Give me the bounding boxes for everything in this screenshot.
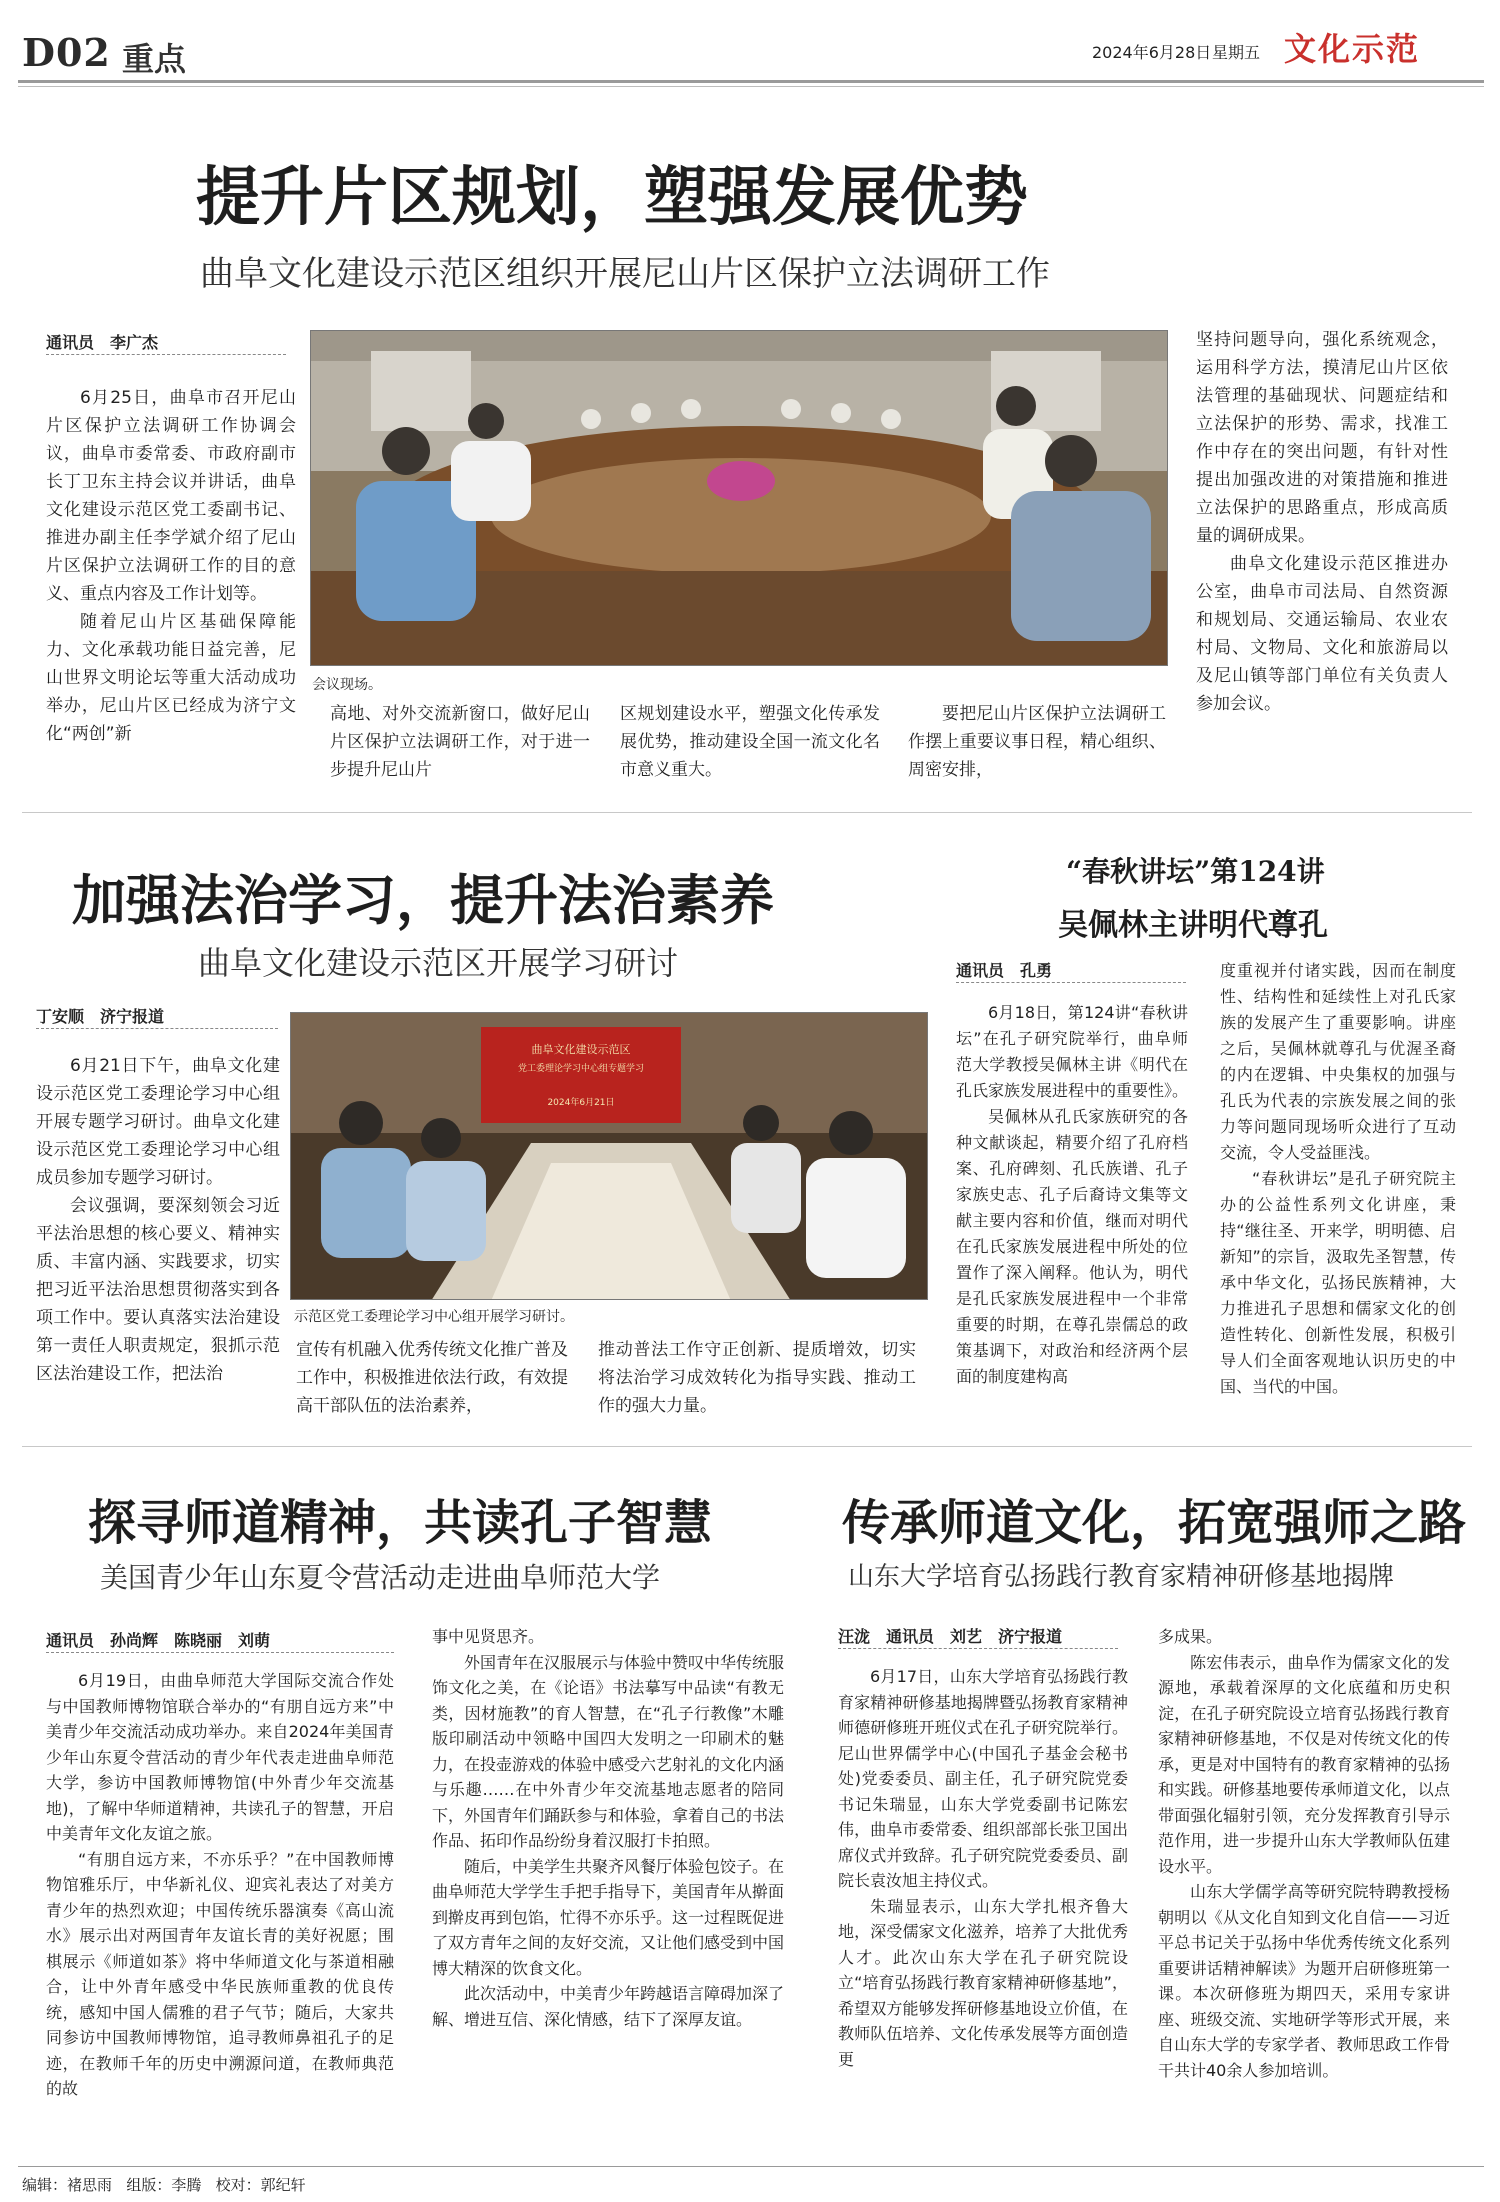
editor-credit: 编辑：褚思雨: [22, 2176, 113, 2194]
article1-col5: 坚持问题导向，强化系统观念，运用科学方法，摸清尼山片区依法管理的基础现状、问题症结和立法保护的形势、需求，找准工作中存在的突出问题，有针对性提出加强改进的对策措施和推进立法保护的思路重点，形成高质量的调研成果。 曲阜文化建设示范区推进办公室，曲阜市司法局、自然资源和规划局、交通运输局、农业农村局、文物局、文化和旅游局以及尼山镇等部门单位有关负责人参加会议。: [1196, 330, 1448, 714]
byline-rule: [956, 982, 1186, 983]
article3-col2: 度重视并付诸实践，因而在制度性、结构性和延续性上对孔氏家族的发展产生了重要影响。讲座之后，吴佩林就尊孔与优渥圣裔的内在逻辑、中央集权的加强与孔氏为代表的宗族发展之间的张力等问题同现场听众进行了互动交流，令人受益匪浅。 “春秋讲坛”是孔子研究院主办的公益性系列文化讲座，秉持“继往圣、开来学，明明德、启新知”的宗旨，汲取先圣智慧，传承中华文化，弘扬民族精神，大力推进孔子思想和儒家文化的创造性转化、创新性发展，积极引导人们全面客观地认识历史的中国、当代的中国。: [1220, 961, 1456, 1396]
footer-credits: [22, 2174, 306, 2195]
article5-byline: 汪泷 通讯员 刘艺 济宁报道: [838, 1627, 1063, 1646]
article5-col2: 多成果。 陈宏伟表示，曲阜作为儒家文化的发源地，承载着深厚的文化底蕴和历史积淀，在孔子研究院设立培育弘扬践行教育家精神研修基地，不仅是对传统文化的传承，更是对中国特有的教育家精神的弘扬和实践。研修基地要传承师道文化，以点带面强化辐射引领，充分发挥教育引导示范作用，进一步提升山东大学教师队伍建设水平。 山东大学儒学高等研究院特聘教授杨朝明以《从文化自知到文化自信——习近平总书记关于弘扬中华优秀传统文化系列重要讲话精神解读》为题开启研修班第一课。本次研修班为期四天，采用专家讲座、班级交流、实地研学等形式开展，来自山东大学的专家学者、教师思政工作骨干共计40余人参加培训。: [1158, 1627, 1450, 2080]
layout-credit: 组版：李腾: [126, 2176, 202, 2194]
article2-caption: 示范区党工委理论学习中心组开展学习研讨。: [294, 1309, 574, 1325]
byline-rule: [838, 1648, 1118, 1649]
article1-col3: 区规划建设水平，塑强文化传承发展优势，推动建设全国一流文化名市意义重大。: [620, 704, 880, 780]
article4-byline: 通讯员 孙尚辉 陈晓丽 刘萌: [46, 1631, 271, 1650]
proof-credit: 校对：郭纪轩: [215, 2176, 306, 2194]
article1-col1: 6月25日，曲阜市召开尼山片区保护立法调研工作协调会议，曲阜市委常委、市政府副市长丁卫东主持会议并讲话，曲阜文化建设示范区党工委副书记、推进办副主任李学斌介绍了尼山片区保护立法调研工作的目的意义、重点内容及工作计划等。 随着尼山片区基础保障能力、文化承载功能日益完善，尼山世界文明论坛等重大活动成功举办，尼山片区已经成为济宁文化“两创”新: [46, 388, 296, 744]
byline-rule: [36, 1028, 278, 1029]
screen-line-3: 2024年6月21日: [547, 1098, 615, 1108]
article2-col1: 6月21日下午，曲阜文化建设示范区党工委理论学习中心组开展专题学习研讨。曲阜文化建设示范区党工委理论学习中心组成员参加专题学习研讨。 会议强调，要深刻领会习近平法治思想的核心要义、精神实质、丰富内涵、实践要求，切实把习近平法治思想贯彻落实到各项工作中。要认真落实法治建设第一责任人职责规定，狠抓示范区法治建设工作，把法治: [36, 1056, 280, 1384]
article3-byline: 通讯员 孔勇: [956, 961, 1053, 980]
section-divider: [22, 812, 1472, 813]
article5-title: 传承师道文化，拓宽强师之路: [842, 1495, 1467, 1551]
article4-col2: 事中见贤思齐。 外国青年在汉服展示与体验中赞叹中华传统服饰文化之美，在《论语》书法摹写中品读“有教无类，因材施教”的育人智慧，在“孔子行教像”木雕版印刷活动中领略中国四大发明之一印刷术的魅力，在投壶游戏的体验中感受六艺射礼的文化内涵与乐趣……在中外青少年交流基地志愿者的陪同下，外国青年们踊跃参与和体验，拿着自己的书法作品、拓印作品纷纷身着汉服打卡拍照。 随后，中美学生共聚齐风餐厅体验包饺子。在曲阜师范大学学生手把手指导下，美国青年从擀面到擀皮再到包馅，忙得不亦乐乎。这一过程既促进了双方青年之间的友好交流，又让他们感受到中国博大精深的饮食文化。 此次活动中，中美青少年跨越语言障碍加深了解、增进互信、深化情感，结下了深厚友谊。: [432, 1627, 784, 2029]
article2-photo: [290, 1012, 928, 1300]
article3-title-line2: 吴佩林主讲明代尊孔: [1058, 908, 1328, 943]
meeting-photo-illustration: [311, 331, 1168, 666]
article1-title: 提升片区规划，塑强发展优势: [196, 160, 1028, 235]
header-rule-thin: [18, 86, 1484, 87]
article2-byline: 丁安顺 济宁报道: [36, 1007, 165, 1026]
byline-rule: [46, 354, 286, 355]
footer-rule: [18, 2166, 1484, 2167]
article1-col2: 高地、对外交流新窗口，做好尼山片区保护立法调研工作，对于进一步提升尼山片: [330, 704, 590, 780]
screen-line-2: 党工委理论学习中心组专题学习: [517, 1064, 645, 1074]
article4-title: 探寻师道精神，共读孔子智慧: [88, 1495, 713, 1551]
article1-photo: [310, 330, 1168, 666]
article5-subtitle: 山东大学培育弘扬践行教育家精神研修基地揭牌: [848, 1562, 1395, 1592]
article3-title-line1: “春秋讲坛”第124讲: [1066, 855, 1325, 888]
section-name: 重点: [122, 40, 187, 78]
article1-byline: 通讯员 李广杰: [46, 333, 159, 352]
brand-logo: 文化示范: [1284, 30, 1421, 68]
header-rule: [18, 80, 1484, 83]
article4-subtitle: 美国青少年山东夏令营活动走进曲阜师范大学: [100, 1561, 661, 1594]
study-session-photo-illustration: [291, 1013, 928, 1300]
page-code: D02: [22, 30, 111, 75]
article3-col1: 6月18日，第124讲“春秋讲坛”在孔子研究院举行，曲阜师范大学教授吴佩林主讲《明代在孔氏家族发展进程中的重要性》。 吴佩林从孔氏家族研究的各种文献谈起，精要介绍了孔府档案、孔府碑刻、孔氏族谱、孔子家族史志、孔子后裔诗文集等文献主要内容和价值，继而对明代在孔氏家族发展进程中所处的位置作了深入阐释。他认为，明代是孔氏家族发展进程中一个非常重要的时期，在尊孔崇儒总的政策基调下，对政治和经济两个层面的制度建构高: [956, 1003, 1188, 1386]
issue-date: 2024年6月28日: [1092, 43, 1212, 62]
issue-weekday: 星期五: [1212, 43, 1261, 62]
article5-col1: 6月17日，山东大学培育弘扬践行教育家精神研修基地揭牌暨弘扬教育家精神师德研修班开班仪式在孔子研究院举行。尼山世界儒学中心(中国孔子基金会秘书处)党委委员、副主任，孔子研究院党委书记朱瑞显，山东大学党委副书记陈宏伟，曲阜市委常委、组织部部长张卫国出席仪式并致辞。孔子研究院党委委员、副院长袁汝旭主持仪式。 朱瑞显表示，山东大学扎根齐鲁大地，深受儒家文化滋养，培养了大批优秀人才。此次山东大学在孔子研究院设立“培育弘扬践行教育家精神研修基地”，希望双方能够发挥研修基地设立价值，在教师队伍培养、文化传承发展等方面创造更: [838, 1667, 1128, 2069]
byline-rule: [46, 1652, 394, 1653]
article1-subtitle: 曲阜文化建设示范区组织开展尼山片区保护立法调研工作: [200, 254, 1050, 294]
section-divider: [22, 1446, 1472, 1447]
article2-title: 加强法治学习，提升法治素养: [72, 868, 774, 932]
article1-caption: 会议现场。: [312, 677, 382, 693]
screen-line-1: 曲阜文化建设示范区: [531, 1043, 631, 1056]
article2-col2: 宣传有机融入优秀传统文化推广普及工作中，积极推进依法行政，有效提高干部队伍的法治素养，: [296, 1340, 568, 1416]
article2-subtitle: 曲阜文化建设示范区开展学习研讨: [198, 944, 679, 982]
article2-col3: 推动普法工作守正创新、提质增效，切实将法治学习成效转化为指导实践、推动工作的强大力量。: [598, 1340, 916, 1416]
article4-col1: 6月19日，由曲阜师范大学国际交流合作处与中国教师博物馆联合举办的“有朋自远方来”中美青少年交流活动成功举办。来自2024年美国青少年山东夏令营活动的青少年代表走进曲阜师范大学，参访中国教师博物馆(中外青少年交流基地)，了解中华师道精神，共读孔子的智慧，开启中美青年文化友谊之旅。 “有朋自远方来，不亦乐乎？”在中国教师博物馆雅乐厅，中华新礼仪、迎宾礼表达了对美方青少年的热烈欢迎；中国传统乐器演奏《高山流水》展示出对两国青年友谊长青的美好祝愿；围棋展示《师道如茶》将中华师道文化与茶道相融合，让中外青年感受中华民族师重教的优良传统，感知中国人儒雅的君子气节；随后，大家共同参访中国教师博物馆，追寻教师鼻祖孔子的足迹，在教师千年的历史中溯源问道，在教师典范的故: [46, 1671, 394, 2098]
article1-col4: 要把尼山片区保护立法调研工作摆上重要议事日程，精心组织、周密安排，: [908, 704, 1166, 780]
